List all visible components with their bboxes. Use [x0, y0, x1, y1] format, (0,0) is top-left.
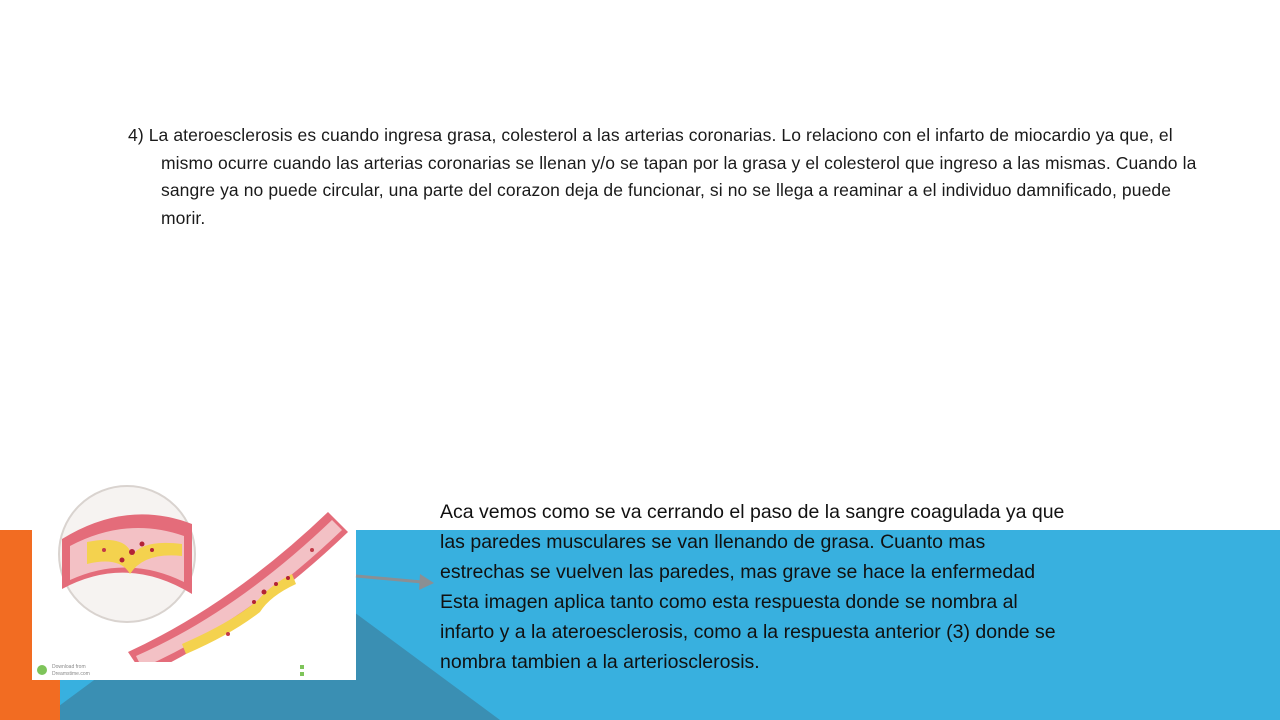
- caption-line: Aca vemos como se va cerrando el paso de la sangre coagulada ya que: [440, 501, 1065, 523]
- caption-line: Esta imagen aplica tanto como esta respuesta donde se nombra al: [440, 591, 1018, 613]
- watermark-line-1: Download from: [52, 664, 86, 670]
- artery-illustration: [32, 484, 356, 680]
- caption-line: las paredes musculares se van llenando de grasa. Cuanto mas: [440, 531, 986, 553]
- caption-text: [440, 497, 1200, 677]
- main-paragraph: 4) La ateroesclerosis es cuando ingresa grasa, colesterol a las arterias coronarias. Lo relaciono con el infarto de miocardio ya que, el mismo ocurre cuando las arterias coronarias se llenan y/o se tapan por la grasa y el colesterol que ingreso a las mismas. Cuando la sangre ya no puede circular, una parte del corazon deja de funcionar, si no se llega a reaminar a el individuo damnificado, puede morir.: [128, 125, 1197, 228]
- caption-line: infarto y a la ateroesclerosis, como a la respuesta anterior (3) donde se: [440, 621, 1056, 643]
- caption-line: nombra tambien a la arteriosclerosis.: [440, 651, 760, 673]
- arrow-icon: [352, 568, 436, 592]
- watermark-line-2: Dreamstime.com: [52, 671, 90, 677]
- caption-line: estrechas se vuelven las paredes, mas grave se hace la enfermedad: [440, 561, 1036, 583]
